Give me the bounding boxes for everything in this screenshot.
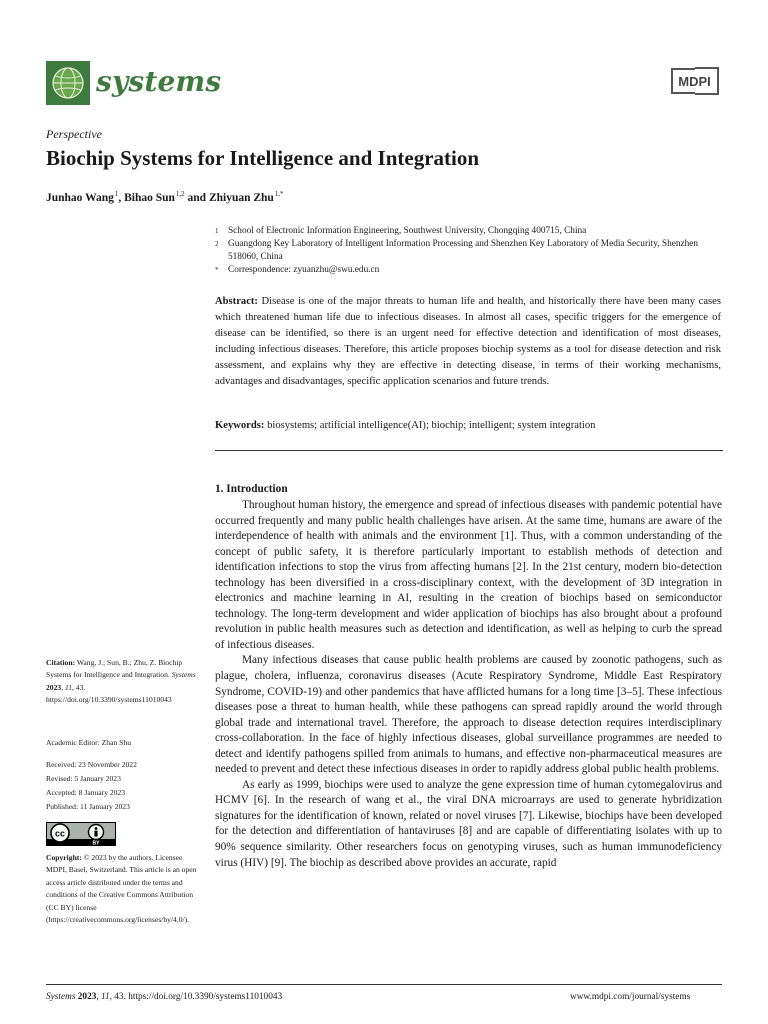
mdpi-logo xyxy=(667,66,722,96)
footer-journal-url[interactable]: www.mdpi.com/journal/systems xyxy=(570,992,691,1002)
keywords xyxy=(215,418,721,434)
author-affil-sup: 1,* xyxy=(274,190,284,198)
author-affil-sup: 1,2 xyxy=(175,190,185,198)
citation-block: Citation: Wang, J.; Sun, B.; Zhu, Z. Biochip Systems for Intelligence and Integration. Systems 2023, 11, 43. https://doi.org/10.3390/systems11010043 xyxy=(46,658,196,705)
received-date: Received: 23 November 2022 xyxy=(46,760,137,769)
section-divider xyxy=(215,450,723,451)
svg-text:MDPI: MDPI xyxy=(678,74,711,89)
affiliation-1: 1 School of Electronic Information Engineering, Southwest University, Chongqing 400715, China xyxy=(215,226,587,236)
revised-date: Revised: 5 January 2023 xyxy=(46,774,121,783)
article-type: Perspective xyxy=(46,127,102,141)
keywords-text: biosystems; artificial intelligence(AI); biochip; intelligent; system integration xyxy=(267,420,596,431)
journal-name: systems xyxy=(96,65,222,98)
academic-editor: Academic Editor: Zhan Shu xyxy=(46,738,131,747)
author-name: Bihao Sun xyxy=(124,191,175,204)
paragraph: As early as 1999, biochips were used to analyze the gene expression time of human cytomegalovirus and HCMV [6]. In the research of wang et al., the viral DNA microarrays are used to generate hybridization signatures for the identification of known, related or novel viruses [7]. Likewise, biochips have been developed for the detection and differentiation of hantaviruses [8] and are capable of differentiating isolates with up to 90% sequence similarity. Other researchers focus on genotyping viruses, such as human immunodeficiency virus (HIV) [9]. The biochip as described above provides an accurate, rapid xyxy=(215,778,722,869)
globe-icon xyxy=(46,61,90,105)
footer-divider xyxy=(46,984,722,985)
author-list: Junhao Wang $^1$, Bihao Sun $^{1,2}$ and Zhiyuan Zhu $^{1,*}$ xyxy=(46,190,284,204)
author-name: Junhao Wang xyxy=(46,191,114,204)
svg-text:cc: cc xyxy=(54,828,66,839)
abstract xyxy=(215,294,721,390)
citation-label: Citation: xyxy=(46,658,76,667)
body-text xyxy=(215,498,722,871)
article-title: Biochip Systems for Intelligence and Integration xyxy=(46,146,480,170)
svg-text:BY: BY xyxy=(92,840,100,846)
abstract-text: Disease is one of the major threats to human life and health, and historically there have been many cases which threatened human life due to infectious diseases. In almost all cases, specific triggers for the emergence of disease can be identified, so there is an urgent need for effective detection and identification of most diseases, including infectious diseases. Therefore, this article proposes biochip systems as a tool for disease detection and risk assessment, and explains why they are effective in detecting disease, in terms of their working mechanisms, advantages and disadvantages, specific application scenarios and future trends. xyxy=(215,296,721,387)
correspondence: * Correspondence: zyuanzhu@swu.edu.cn xyxy=(215,265,380,275)
affiliation-2: 2 Guangdong Key Laboratory of Intelligent Information Processing and Shenzhen Key Laboratory of Media Security, Shenzhen 518060, China xyxy=(215,239,699,262)
author-name: Zhiyuan Zhu xyxy=(208,191,274,204)
footer-doi-link[interactable]: , 43. https://doi.org/10.3390/systems11010043 xyxy=(109,992,283,1002)
copyright-block: Copyright: © 2023 by the authors. Licensee MDPI, Basel, Switzerland. This article is an open access article distributed under the terms and conditions of the Creative Commons Attribution (CC BY) license (https://creativecommons.org/licenses/by/4.0/). xyxy=(46,853,197,925)
abstract-label: Abstract: xyxy=(215,296,258,307)
keywords-label: Keywords: xyxy=(215,420,265,431)
cc-by-license-icon[interactable] xyxy=(46,822,116,846)
published-date: Published: 11 January 2023 xyxy=(46,802,130,811)
footer-citation: Systems 2023, 11, 43. https://doi.org/10.3390/systems11010043 xyxy=(46,992,283,1002)
paragraph: Throughout human history, the emergence and spread of infectious diseases with pandemic potential have occurred frequently and many public health challenges have arisen. At the same time, humans are aware of the interdependence of health with animals and the environment [1]. Thus, with a common understanding of the concept of public safety, it is therefore particularly important to establish methods of detection and identification infections to stop the virus from affecting humans [2]. In the 21st century, modern bio-detection technology has been diversified in a cross-disciplinary context, with the development of 3D integration in electronics and machine learning in AI, resulting in the creation of biochips based on semiconductor technology. The long-term development and wider application of biochips has also brought about a profound revolution in public health measures such as detection and identification, as well as helping to curb the spread of infectious diseases. xyxy=(215,499,722,651)
accepted-date: Accepted: 8 January 2023 xyxy=(46,788,126,797)
author-affil-sup: 1 xyxy=(114,190,119,198)
section-heading: 1. Introduction xyxy=(215,483,288,495)
journal-logo-icon xyxy=(46,61,90,105)
copyright-label: Copyright: xyxy=(46,853,82,862)
paragraph: Many infectious diseases that cause public health problems are caused by zoonotic pathogens, such as plague, cholera, influenza, coronavirus diseases (Acute Respiratory Syndrome, Middle East Respiratory Syndrome, COVID-19) and other pandemics that have afflicted humans for a long time [3–5]. These infectious diseases pose a threat to human health, while these pathogens can spread rapidly around the world through global trade and international travel. Therefore, the approach to disease detection requires interdisciplinary cross-collaboration. In the face of highly infectious diseases, global surveillance programmes are needed to detect and identify pathogens spilled from animals to humans, and effective non-pharmaceutical measures are needed to prevent and detect these infectious diseases in order to rapidly address global public health problems. xyxy=(215,654,722,776)
doi-link[interactable]: , 43. https://doi.org/10.3390/systems11010043 xyxy=(46,682,172,705)
